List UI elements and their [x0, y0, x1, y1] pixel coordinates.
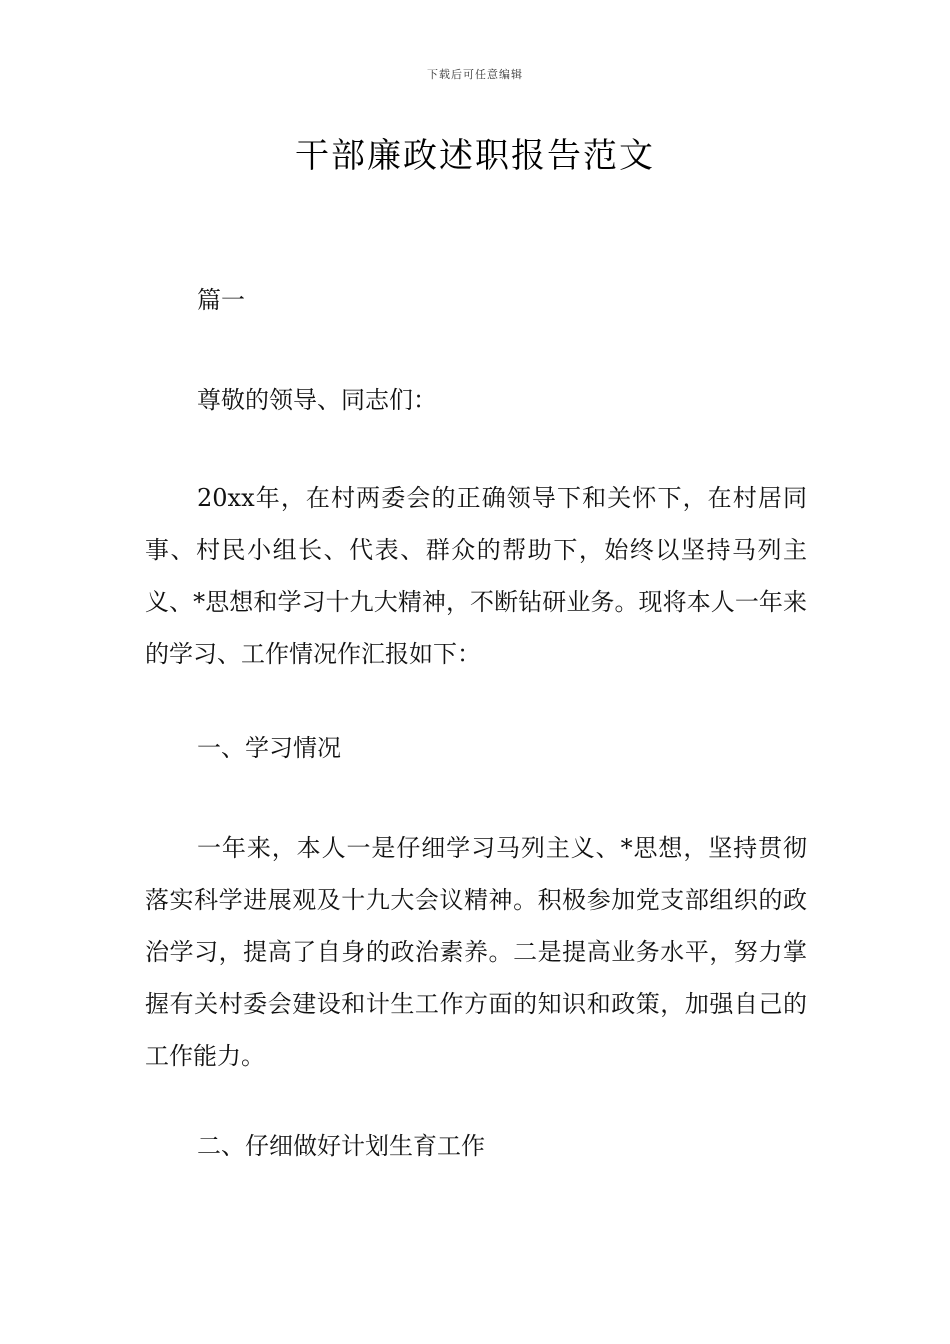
header-note: 下载后可任意编辑 [427, 68, 523, 81]
heading-study: 一、学习情况 [197, 734, 341, 762]
document-title: 干部廉政述职报告范文 [295, 136, 655, 176]
salutation: 尊敬的领导、同志们： [197, 386, 437, 414]
heading-family-planning: 二、仔细做好计划生育工作 [197, 1132, 485, 1160]
section-label: 篇一 [197, 286, 245, 314]
study-paragraph: 一年来，本人一是仔细学习马列主义、*思想，坚持贯彻落实科学进展观及十九大会议精神。积极参加党支部组织的政治学习，提高了自身的政治素养。二是提高业务水平，努力掌握有关村委会建设和计生工作方面的知识和政策，加强自己的工作能力。 [145, 834, 807, 1070]
intro-paragraph: 20xx年，在村两委会的正确领导下和关怀下，在村居同事、村民小组长、代表、群众的帮助下，始终以坚持马列主义、*思想和学习十九大精神，不断钻研业务。现将本人一年来的学习、工作情况作汇报如下： [145, 484, 807, 668]
